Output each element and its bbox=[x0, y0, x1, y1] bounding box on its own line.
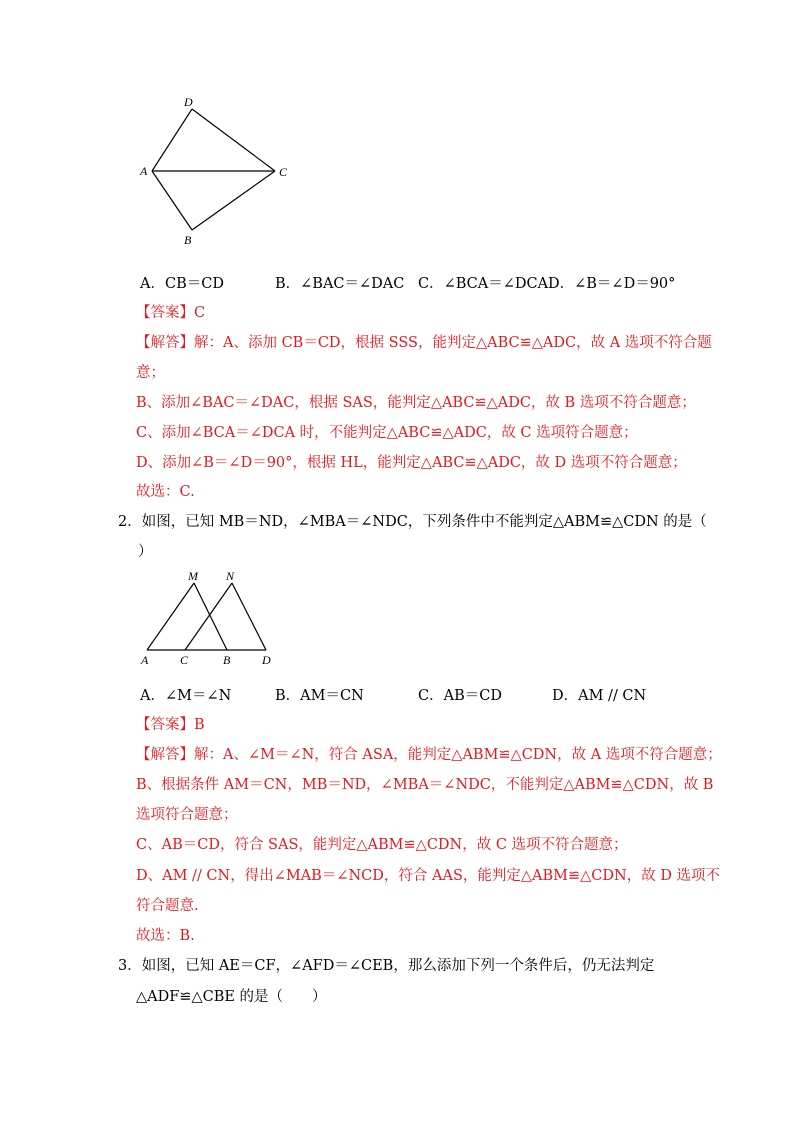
label-m: M bbox=[188, 569, 198, 583]
q2-analysis-line-3: 选项符合题意； bbox=[136, 807, 238, 823]
q1-analysis-line-1: 【解答】解：A、添加 CB＝CD，根据 SSS，能判定△ABC≌△ADC，故 A 选项不符合题 bbox=[136, 335, 712, 351]
q2-option-b[interactable]: B．AM＝CN bbox=[275, 688, 364, 704]
q2-analysis-line-5: D、AM // CN，得出∠MAB＝∠NCD，符合 AAS，能判定△ABM≌△CDN，故 D 选项不 bbox=[136, 868, 721, 884]
q2-question-line-2: ） bbox=[138, 544, 153, 560]
q1-analysis-line-2: 意； bbox=[136, 365, 165, 381]
q1-option-c[interactable]: C．∠BCA＝∠DCA bbox=[418, 276, 549, 292]
segment-dc bbox=[192, 109, 275, 171]
segment-nd bbox=[232, 583, 266, 650]
label-a: A bbox=[140, 164, 148, 178]
q1-option-a[interactable]: A．CB＝CD bbox=[140, 276, 224, 292]
q2-analysis-line-2: B、根据条件 AM＝CN，MB＝ND，∠MBA＝∠NDC，不能判定△ABM≌△CDN，故 B bbox=[136, 777, 714, 793]
q3-question-line-2: △ADF≌△CBE 的是（ ） bbox=[136, 989, 327, 1005]
q2-analysis-line-6: 符合题意. bbox=[136, 898, 199, 914]
q2-analysis-line-4: C、AB＝CD，符合 SAS，能判定△ABM≌△CDN，故 C 选项不符合题意； bbox=[136, 837, 628, 853]
label-d: D bbox=[184, 95, 193, 109]
segment-am bbox=[147, 583, 194, 650]
label-c2: C bbox=[180, 653, 189, 667]
label-d2: D bbox=[262, 653, 271, 667]
label-b: B bbox=[184, 233, 192, 247]
q2-question-line-1: 2．如图，已知 MB＝ND，∠MBA＝∠NDC，下列条件中不能判定△ABM≌△CDN 的是（ bbox=[118, 514, 707, 530]
q2-analysis-line-1: 【解答】解：A、∠M＝∠N，符合 ASA，能判定△ABM≌△CDN，故 A 选项不符合题意； bbox=[136, 747, 722, 763]
segment-bc bbox=[192, 171, 275, 230]
q2-option-c[interactable]: C．AB＝CD bbox=[418, 688, 502, 704]
q2-option-d[interactable]: D．AM // CN bbox=[552, 688, 647, 704]
segment-mb bbox=[194, 583, 227, 650]
q2-analysis-line-7: 故选：B. bbox=[136, 928, 195, 944]
figure-quadrilateral-abcd bbox=[135, 92, 300, 252]
q2-answer: 【答案】B bbox=[136, 717, 205, 733]
segment-ab bbox=[152, 171, 192, 230]
segment-ad bbox=[152, 109, 192, 171]
label-b2: B bbox=[223, 653, 231, 667]
segment-cn bbox=[185, 583, 232, 650]
q1-option-d[interactable]: D．∠B＝∠D＝90° bbox=[548, 276, 676, 292]
label-a2: A bbox=[141, 653, 149, 667]
q1-analysis-line-5: D、添加∠B＝∠D＝90°，根据 HL，能判定△ABC≌△ADC，故 D 选项不符合题意； bbox=[136, 455, 687, 471]
q1-analysis-line-6: 故选：C. bbox=[136, 484, 195, 500]
label-c: C bbox=[279, 165, 288, 179]
q1-answer: 【答案】C bbox=[136, 305, 206, 321]
q2-option-a[interactable]: A．∠M＝∠N bbox=[140, 688, 232, 704]
q1-analysis-line-4: C、添加∠BCA＝∠DCA 时，不能判定△ABC≌△ADC，故 C 选项符合题意； bbox=[136, 425, 638, 441]
q3-question-line-1: 3．如图，已知 AE＝CF，∠AFD＝∠CEB，那么添加下列一个条件后，仍无法判定 bbox=[118, 958, 655, 974]
q1-analysis-line-3: B、添加∠BAC＝∠DAC，根据 SAS，能判定△ABC≌△ADC，故 B 选项不符合题意； bbox=[136, 395, 696, 411]
q1-option-b[interactable]: B．∠BAC＝∠DAC bbox=[275, 276, 405, 292]
label-n: N bbox=[226, 569, 235, 583]
figure-triangles-abm-cdn bbox=[136, 566, 286, 671]
